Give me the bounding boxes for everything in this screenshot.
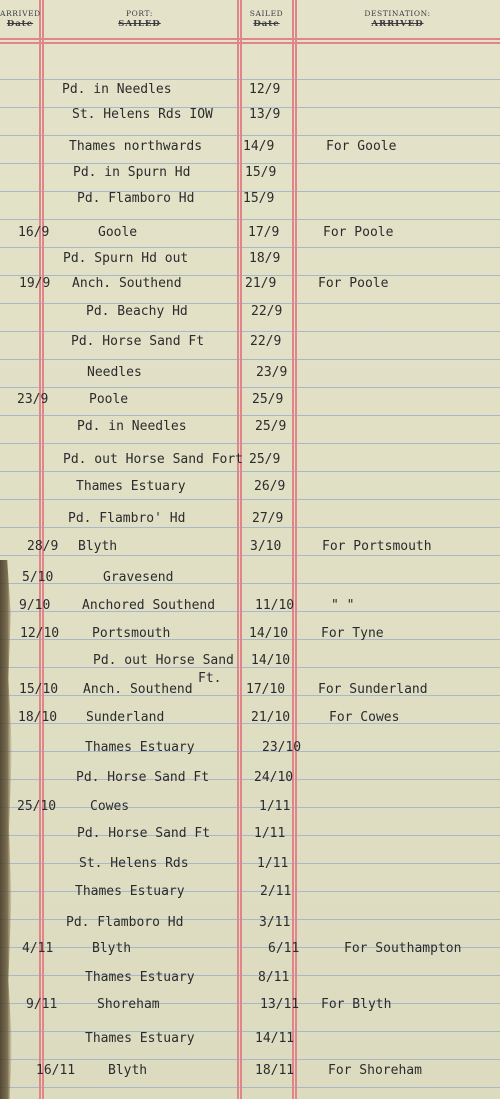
header-arrived (0, 9, 40, 29)
port-name: Pd. Beachy Hd (86, 304, 188, 319)
arrived-date: 25/10 (17, 799, 57, 814)
port-name: Poole (89, 392, 129, 407)
port-name: Thames northwards (69, 139, 203, 154)
sailed-date: 11/10 (255, 598, 295, 613)
destination: For Cowes (329, 710, 400, 725)
destination: For Tyne (321, 626, 384, 641)
arrived-date: 4/11 (22, 941, 54, 956)
sailed-date: 25/9 (249, 452, 281, 467)
port-name: Pd. Flamboro Hd (66, 915, 184, 930)
destination: " " (331, 598, 355, 613)
sailed-date: 3/11 (259, 915, 291, 930)
sailed-date: 2/11 (260, 884, 292, 899)
column-rule-sailed-2 (295, 0, 297, 1099)
header-rule-bottom (0, 42, 500, 44)
sailed-date: 23/10 (262, 740, 302, 755)
port-name: Pd. out Horse Sand Fort (63, 452, 244, 467)
port-name: Thames Estuary (85, 1031, 195, 1046)
sailed-date: 6/11 (268, 941, 300, 956)
port-name: Pd. Horse Sand Ft (71, 334, 205, 349)
header-arrived-sub: Date (6, 19, 34, 29)
sailed-date: 24/10 (254, 770, 294, 785)
header-destination-sub: ARRIVED (371, 19, 424, 29)
header-sailed-label: SAILED (249, 9, 284, 18)
header-sailed-sub: Date (253, 19, 280, 29)
sailed-date: 21/10 (251, 710, 291, 725)
arrived-date: 12/10 (20, 626, 60, 641)
header-port (42, 9, 237, 29)
arrived-date: 9/10 (19, 598, 51, 613)
arrived-date: 23/9 (17, 392, 49, 407)
sailed-date: 18/9 (249, 251, 281, 266)
port-name: Blyth (108, 1063, 148, 1078)
destination: For Portsmouth (322, 539, 432, 554)
destination: For Shoreham (328, 1063, 422, 1078)
port-name: Anch. Southend (83, 682, 193, 697)
sailed-date: 1/11 (254, 826, 286, 841)
sailed-date: 17/9 (248, 225, 280, 240)
sailed-date: 25/9 (252, 392, 284, 407)
port-name: Anch. Southend (72, 276, 182, 291)
port-name: Blyth (78, 539, 118, 554)
port-name: Shoreham (97, 997, 160, 1012)
sailed-date: 25/9 (255, 419, 287, 434)
sailed-date: 14/11 (255, 1031, 295, 1046)
destination: For Poole (318, 276, 389, 291)
sailed-date: 14/10 (251, 653, 291, 668)
port-name: Goole (98, 225, 138, 240)
sailed-date: 15/9 (245, 165, 277, 180)
sailed-date: 18/11 (255, 1063, 295, 1078)
header-sailed (240, 9, 293, 29)
header-port-sub: SAILED (118, 19, 161, 29)
column-rule-sailed (292, 0, 294, 1099)
arrived-date: 16/9 (18, 225, 50, 240)
destination: For Southampton (344, 941, 462, 956)
port-name: Thames Estuary (85, 970, 195, 985)
sailed-date: 13/11 (260, 997, 300, 1012)
port-name: Thames Estuary (85, 740, 195, 755)
port-name: Sunderland (86, 710, 165, 725)
port-name: Needles (87, 365, 142, 380)
column-rule-port-2 (240, 0, 242, 1099)
port-name: St. Helens Rds (79, 856, 189, 871)
arrived-date: 16/11 (36, 1063, 76, 1078)
destination: For Goole (326, 139, 397, 154)
arrived-date: 5/10 (22, 570, 54, 585)
port-name: Thames Estuary (75, 884, 185, 899)
sailed-date: 3/10 (250, 539, 282, 554)
port-name: Pd. Spurn Hd out (63, 251, 189, 266)
sailed-date: 27/9 (252, 511, 284, 526)
arrived-date: 18/10 (18, 710, 58, 725)
port-name: Pd. in Needles (77, 419, 187, 434)
sailed-date: 13/9 (249, 107, 281, 122)
arrived-date: 19/9 (19, 276, 51, 291)
header-arrived-label: ARRIVED (0, 9, 41, 18)
port-name: Anchored Southend (82, 598, 216, 613)
sailed-date: 1/11 (259, 799, 291, 814)
sailed-date: 14/10 (249, 626, 289, 641)
torn-page-edge (0, 560, 12, 1099)
destination: For Sunderland (318, 682, 428, 697)
port-name: St. Helens Rds IOW (72, 107, 213, 122)
port-name: Thames Estuary (76, 479, 186, 494)
column-rule-port (237, 0, 239, 1099)
port-name: Blyth (92, 941, 132, 956)
port-name: Pd. Horse Sand Ft (77, 826, 211, 841)
destination: For Blyth (321, 997, 392, 1012)
port-name: Pd. out Horse Sand (93, 653, 234, 668)
header-rule-top (0, 38, 500, 40)
sailed-date: 22/9 (251, 304, 283, 319)
port-name: Ft. (198, 671, 222, 686)
destination: For Poole (323, 225, 394, 240)
port-name: Gravesend (103, 570, 174, 585)
sailed-date: 17/10 (246, 682, 286, 697)
header-destination-label: DESTINATION: (364, 9, 431, 18)
port-name: Pd. in Needles (62, 82, 172, 97)
sailed-date: 22/9 (250, 334, 282, 349)
sailed-date: 15/9 (243, 191, 275, 206)
port-name: Pd. Flambro' Hd (68, 511, 186, 526)
port-name: Pd. Flamboro Hd (77, 191, 195, 206)
port-name: Pd. Horse Sand Ft (76, 770, 210, 785)
arrived-date: 15/10 (19, 682, 59, 697)
sailed-date: 14/9 (243, 139, 275, 154)
sailed-date: 12/9 (249, 82, 281, 97)
arrived-date: 28/9 (27, 539, 59, 554)
arrived-date: 9/11 (26, 997, 58, 1012)
port-name: Cowes (90, 799, 130, 814)
sailed-date: 21/9 (245, 276, 277, 291)
port-name: Portsmouth (92, 626, 171, 641)
sailed-date: 23/9 (256, 365, 288, 380)
sailed-date: 26/9 (254, 479, 286, 494)
port-name: Pd. in Spurn Hd (73, 165, 191, 180)
header-port-label: PORT: (126, 9, 153, 18)
sailed-date: 1/11 (257, 856, 289, 871)
sailed-date: 8/11 (258, 970, 290, 985)
header-destination (295, 9, 500, 29)
